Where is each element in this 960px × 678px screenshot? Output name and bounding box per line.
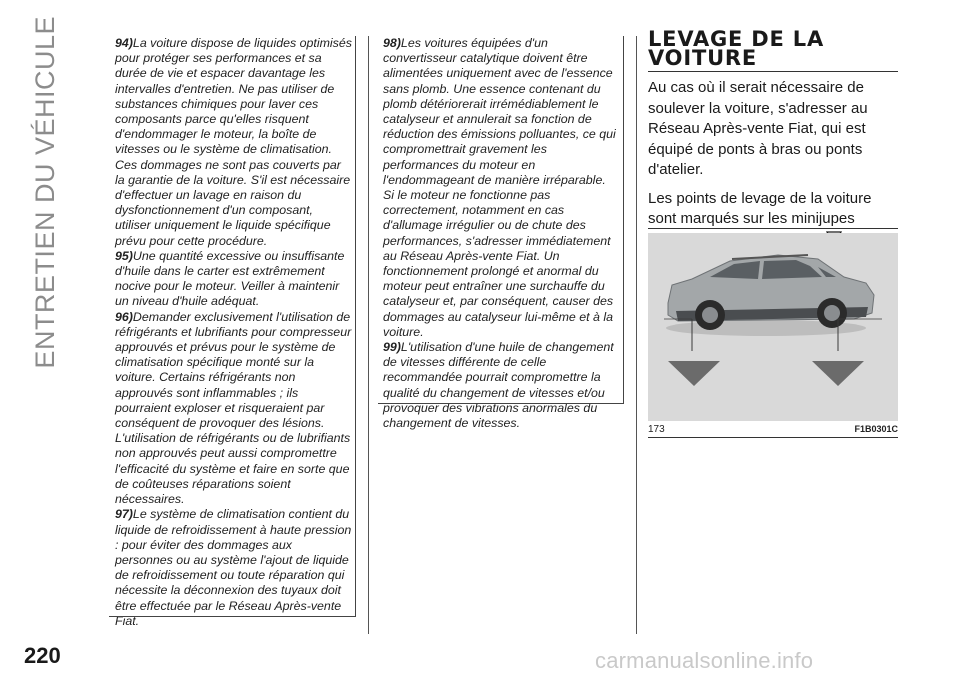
- paragraph-1: Au cas où il serait nécessaire de soulever la voiture, s'adresser au Réseau Après-vente Fiat, qui est équipé de ponts à bras ou ponts d'atelier.: [648, 79, 868, 178]
- car-lift-illustration: [648, 233, 898, 421]
- figure-rule-top: [648, 228, 898, 229]
- column-divider: [368, 36, 369, 634]
- note-99: 99)L'utilisation d'une huile de changement de vitesses différente de celle recommandée pourrait compromettre la qualité du changement de vitesses et/ou provoquer des vibrations anormales du changement de vitesses.: [383, 340, 614, 431]
- paragraph-2: Les points de levage de la voiture sont marqués sur les minijupes: [648, 189, 898, 271]
- column-divider-2: [636, 36, 637, 634]
- note-box-border-bottom: [109, 616, 356, 617]
- note-box-border-bottom-2: [378, 403, 624, 404]
- note-96: 96)Demander exclusivement l'utilisation de réfrigérants et lubrifiants pour compresseur approuvés et prévus pour le système de climatisation spécifique monté sur la voiture. Certains réfrigérants non approuvés sont inflammables ; ils pourraient exploser et risqueraient par conséquent de provoquer des lésions. L'utilisation de réfrigérants ou de lubrifiants non approuvés peut aussi compromettre l'efficacité du système et faire en sorte que de coûteuses réparations soient nécessaires.: [115, 309, 352, 507]
- note-98: 98)Les voitures équipées d'un convertisseur catalytique doivent être alimentées uniquement avec de l'essence sans plomb. Une essence contenant du plomb détériorerait irrémédiablement le catalyseur et annulerait sa fonction de réduction des émissions polluantes, ce qui compromettrait gravement les performances du moteur en l'endommageant de manière irréparable. Si le moteur ne fonctionne pas correctement, notamment en cas d'allumage irrégulier ou de chute des performances, s'adresser immédiatement au Réseau Après-vente Fiat. Un fonctionnement prolongé et anormal du moteur peut entraîner une surchauffe du catalyseur et, par conséquent, causer des dommages au catalyseur lui-même et à la voiture.: [383, 36, 616, 339]
- note-94: 94)La voiture dispose de liquides optimisés pour protéger ses performances et sa durée de vie et espacer davantage les intervalles d'entretien. Ne pas utiliser de substances chimiques pour laver ces composants parce qu'elles risquent d'endommager le moteur, la boîte de vitesses ou le système de climatisation. Ces dommages ne sont pas couverts par la garantie de la voiture. S'il est nécessaire d'effectuer un lavage en raison du dysfonctionnement d'un composant, utiliser uniquement le liquide spécifique prévu pour cette procédure.: [115, 36, 352, 248]
- section-heading: LEVAGE DE LA VOITURE: [648, 27, 825, 70]
- note-97: 97)Le système de climatisation contient du liquide de refroidissement à haute pression : pour éviter des dommages aux personnes ou au système l'ajout de liquide de refroidissement ou toute réparation qui nécessite la déconnexion des tuyaux doit être effectuée par le Réseau Après-vente Fiat.: [115, 507, 352, 628]
- notes-column-1: [115, 36, 352, 629]
- figure-number: 173: [648, 424, 665, 435]
- figure-caption: [648, 421, 898, 438]
- watermark: carmanualsonline.info: [595, 648, 814, 673]
- note-95: 95)Une quantité excessive ou insuffisante d'huile dans le carter est extrêmement nocive pour le moteur. Veiller à maintenir un niveau d'huile adéquat.: [115, 248, 345, 309]
- note-box-border-right-2: [623, 36, 624, 403]
- figure-code: F1B0301C: [854, 424, 898, 434]
- figure-173: [648, 233, 898, 421]
- page-number: 220: [24, 643, 61, 668]
- notes-column-2: [383, 36, 618, 431]
- note-box-border-right: [355, 36, 356, 616]
- side-section-title: ENTRETIEN DU VÉHICULE: [29, 16, 60, 369]
- heading-rule: [648, 71, 898, 72]
